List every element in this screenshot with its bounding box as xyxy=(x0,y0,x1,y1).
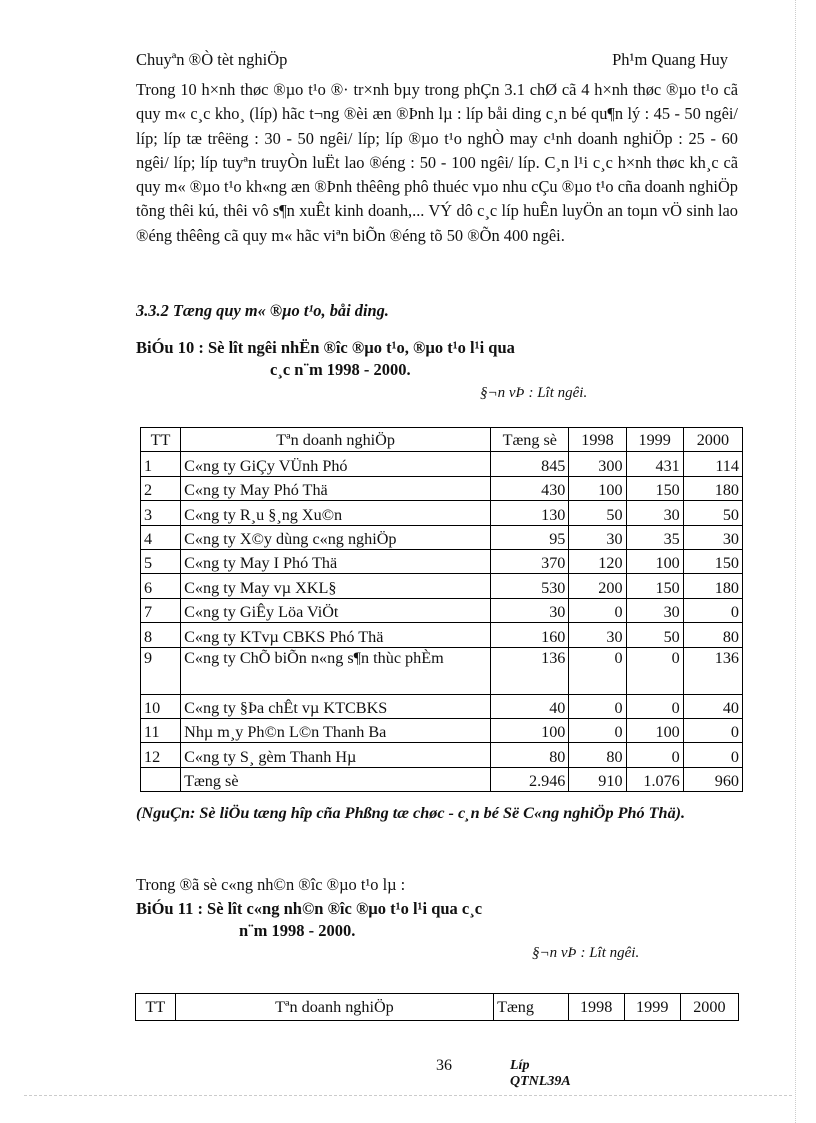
row-1998: 30 xyxy=(569,623,626,647)
page-right-edge xyxy=(795,0,796,1123)
table2-caption-line1: BiÓu 11 : Sè lît c«ng nh©n ®îc ®µo t¹o l¹i qua c¸c xyxy=(136,899,483,918)
row-tt: 4 xyxy=(141,525,181,549)
row-company: C«ng ty §Þa chÊt vµ KTCBKS xyxy=(181,694,491,718)
row-company: C«ng ty R¸u §¸ng Xu©n xyxy=(181,501,491,525)
row-1999: 150 xyxy=(626,574,683,598)
row-2000: 0 xyxy=(683,598,742,622)
header-total: Tæng sè xyxy=(491,428,569,452)
row-tt: 7 xyxy=(141,598,181,622)
row-tt: 5 xyxy=(141,549,181,573)
row-1998: 0 xyxy=(569,694,626,718)
row-total: 95 xyxy=(491,525,569,549)
table-row xyxy=(141,623,743,647)
header-company: Tªn doanh nghiÖp xyxy=(181,428,491,452)
page-bottom-divider xyxy=(24,1095,792,1096)
row-tt: 11 xyxy=(141,718,181,742)
row-1999: 1.076 xyxy=(626,767,683,791)
table-header-row xyxy=(141,428,743,452)
row-company: C«ng ty X©y dùng c«ng nghiÖp xyxy=(181,525,491,549)
row-1998: 200 xyxy=(569,574,626,598)
row-tt: 3 xyxy=(141,501,181,525)
intro-paragraph: Trong 10 h×nh thøc ®µo t¹o ®· tr×nh bµy trong phÇn 3.1 chØ cã 4 h×nh thøc ®µo t¹o cã quy m« c¸c kho¸ (líp) hãc t¬ng ®èi æn ®Þnh lµ : líp båi ding c¸n bé qu¶n lý : 45 - 50 ngêi/ líp; líp tæ trêëng : 30 - 50 ngêi/ líp; líp ®µo t¹o nghÒ may c¹nh doanh nghiÖp : 25 - 60 ngêi/ líp; líp tuyªn truyÒn luËt lao ®éng : 50 - 100 ngêi/ líp. C¸n l¹i c¸c h×nh thøc kh¸c cã quy m« ®µo t¹o kh«ng æn ®Þnh thêêng phô thuéc vµo nhu cÇu ®µo t¹o cña doanh nghiÖp tõng thêi kú, thêi vô s¶n xuÊt kinh doanh,... VÝ dô c¸c líp huÊn luyÖn an toµn vÖ sinh lao ®éng thêêng cã quy m« hãc viªn biÕn ®éng tõ 50 ®Õn 400 ngêi. xyxy=(136,80,738,245)
row-1998: 100 xyxy=(569,476,626,500)
row-tt: 6 xyxy=(141,574,181,598)
header-left-title: Chuyªn ®Ò tèt nghiÖp xyxy=(136,50,288,69)
row-company: Nhµ m¸y Ph©n L©n Thanh Ba xyxy=(181,718,491,742)
row-1999: 100 xyxy=(626,718,683,742)
table-row xyxy=(141,501,743,525)
header-1999: 1999 xyxy=(626,428,683,452)
row-company: Tæng sè xyxy=(181,767,491,791)
section-heading: 3.3.2 Tæng quy m« ®µo t¹o, båi ding. xyxy=(136,301,389,320)
row-2000: 80 xyxy=(683,623,742,647)
table-row xyxy=(141,525,743,549)
header-company: Tªn doanh nghiÖp xyxy=(175,994,493,1021)
row-total: 80 xyxy=(491,743,569,767)
header-author: Ph¹m Quang Huy xyxy=(612,50,728,69)
row-total: 136 xyxy=(491,647,569,694)
row-company: C«ng ty May vµ XKL§ xyxy=(181,574,491,598)
row-total: 430 xyxy=(491,476,569,500)
row-total: 100 xyxy=(491,718,569,742)
row-2000: 0 xyxy=(683,743,742,767)
row-1999: 30 xyxy=(626,598,683,622)
table2-unit: §¬n vÞ : Lît ngêi. xyxy=(532,945,640,961)
row-1998: 0 xyxy=(569,647,626,694)
row-total: 370 xyxy=(491,549,569,573)
header-1998: 1998 xyxy=(569,428,626,452)
page-number: 36 xyxy=(436,1057,452,1074)
row-2000: 0 xyxy=(683,718,742,742)
row-tt: 8 xyxy=(141,623,181,647)
row-1999: 50 xyxy=(626,623,683,647)
table2-caption-line2: n¨m 1998 - 2000. xyxy=(239,921,356,940)
row-1998: 910 xyxy=(569,767,626,791)
row-tt: 9 xyxy=(141,647,181,694)
row-2000: 136 xyxy=(683,647,742,694)
row-1999: 30 xyxy=(626,501,683,525)
table-row xyxy=(141,476,743,500)
row-2000: 30 xyxy=(683,525,742,549)
table1-unit: §¬n vÞ : Lît ngêi. xyxy=(480,385,588,401)
table1-source-note: (NguÇn: Sè liÖu tæng hîp cña Phßng tæ chøc - c¸n bé Së C«ng nghiÖp Phó Thä). xyxy=(136,804,686,822)
row-1998: 0 xyxy=(569,598,626,622)
table-row xyxy=(141,743,743,767)
row-1998: 30 xyxy=(569,525,626,549)
row-total: 30 xyxy=(491,598,569,622)
row-2000: 960 xyxy=(683,767,742,791)
row-2000: 180 xyxy=(683,476,742,500)
row-2000: 180 xyxy=(683,574,742,598)
row-total: 845 xyxy=(491,452,569,476)
table1-caption-line2: c¸c n¨m 1998 - 2000. xyxy=(270,360,411,379)
table-row xyxy=(141,718,743,742)
row-company: C«ng ty GiÊy Löa ViÖt xyxy=(181,598,491,622)
row-2000: 40 xyxy=(683,694,742,718)
row-1998: 50 xyxy=(569,501,626,525)
table-row xyxy=(141,452,743,476)
table-header-row xyxy=(136,994,739,1021)
row-1998: 0 xyxy=(569,718,626,742)
row-1998: 80 xyxy=(569,743,626,767)
row-total: 530 xyxy=(491,574,569,598)
row-tt: 2 xyxy=(141,476,181,500)
row-1999: 0 xyxy=(626,743,683,767)
row-company: C«ng ty May Phó Thä xyxy=(181,476,491,500)
table2-caption xyxy=(136,898,482,942)
header-2000: 2000 xyxy=(683,428,742,452)
row-1999: 0 xyxy=(626,694,683,718)
header-1999: 1999 xyxy=(624,994,680,1021)
row-tt: 12 xyxy=(141,743,181,767)
row-1999: 431 xyxy=(626,452,683,476)
row-tt xyxy=(141,767,181,791)
row-total: 160 xyxy=(491,623,569,647)
table-total-row xyxy=(141,767,743,791)
row-tt: 1 xyxy=(141,452,181,476)
row-2000: 150 xyxy=(683,549,742,573)
row-total: 40 xyxy=(491,694,569,718)
header-tt: TT xyxy=(136,994,176,1021)
table-row xyxy=(141,549,743,573)
row-2000: 114 xyxy=(683,452,742,476)
row-company: C«ng ty S¸ gèm Thanh Hµ xyxy=(181,743,491,767)
row-total: 2.946 xyxy=(491,767,569,791)
header-2000: 2000 xyxy=(680,994,738,1021)
row-1999: 150 xyxy=(626,476,683,500)
header-1998: 1998 xyxy=(568,994,624,1021)
second-paragraph: Trong ®ã sè c«ng nh©n ®îc ®µo t¹o lµ : xyxy=(136,875,406,894)
training-table-1998-2000 xyxy=(140,427,743,792)
row-company: C«ng ty ChÕ biÕn n«ng s¶n thùc phÈm xyxy=(181,647,491,694)
row-total: 130 xyxy=(491,501,569,525)
header-tt: TT xyxy=(141,428,181,452)
table-row xyxy=(141,598,743,622)
header-total: Tæng xyxy=(494,994,568,1021)
table-row xyxy=(141,694,743,718)
retraining-table-header xyxy=(135,993,739,1021)
row-1999: 100 xyxy=(626,549,683,573)
row-company: C«ng ty KTvµ CBKS Phó Thä xyxy=(181,623,491,647)
row-company: C«ng ty GiÇy VÜnh Phó xyxy=(181,452,491,476)
page-header xyxy=(136,50,728,72)
table1-caption xyxy=(136,337,515,381)
class-name: Líp QTNL39A xyxy=(510,1058,571,1089)
table1-caption-line1: BiÓu 10 : Sè lît ngêi nhËn ®îc ®µo t¹o, ®µo t¹o l¹i qua xyxy=(136,338,515,357)
row-tt: 10 xyxy=(141,694,181,718)
table-row xyxy=(141,574,743,598)
row-company: C«ng ty May I Phó Thä xyxy=(181,549,491,573)
row-1998: 120 xyxy=(569,549,626,573)
row-2000: 50 xyxy=(683,501,742,525)
row-1999: 35 xyxy=(626,525,683,549)
row-1999: 0 xyxy=(626,647,683,694)
row-1998: 300 xyxy=(569,452,626,476)
table-row xyxy=(141,647,743,694)
